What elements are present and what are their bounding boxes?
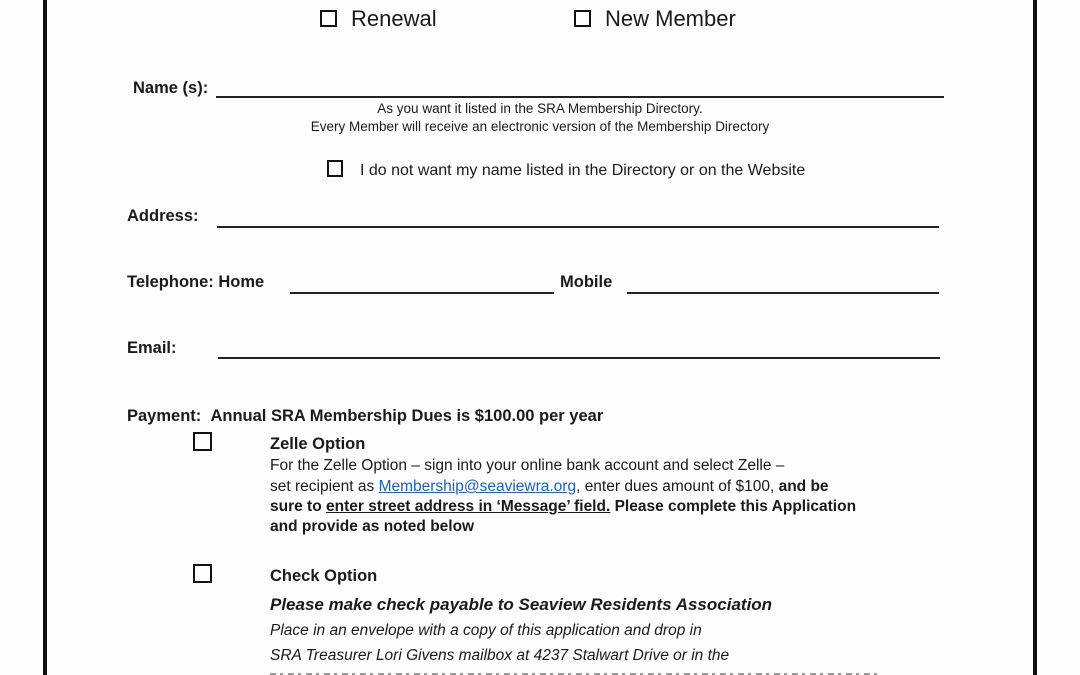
- membership-email-link[interactable]: Membership@seaviewra.org: [378, 478, 577, 495]
- renewal-checkbox[interactable]: [320, 10, 337, 27]
- check-option-title: Check Option: [270, 567, 378, 585]
- telephone-home-label: Telephone: Home: [127, 273, 265, 291]
- zelle-line-1: For the Zelle Option – sign into your online bank account and select Zelle –: [270, 457, 785, 474]
- zelle-line-4: and provide as noted below: [270, 518, 475, 535]
- new-member-label: New Member: [605, 6, 736, 31]
- address-label: Address:: [127, 207, 199, 225]
- zelle-line-2: [270, 478, 829, 496]
- new-member-option[interactable]: [574, 6, 736, 32]
- telephone-mobile-input-line[interactable]: [627, 292, 939, 294]
- new-member-checkbox[interactable]: [574, 10, 591, 27]
- zelle-line-2-prefix: set recipient as: [270, 478, 379, 495]
- zelle-line-3-underlined: enter street address in ‘Message’ field.: [325, 498, 611, 515]
- name-label: Name (s):: [133, 79, 209, 97]
- name-note-2: Every Member will receive an electronic version of the Membership Directory: [310, 119, 770, 134]
- check-payable-text: Please make check payable to Seaview Residents Association: [270, 595, 773, 614]
- check-line-2: SRA Treasurer Lori Givens mailbox at 4237 Stalwart Drive or in the: [270, 647, 730, 664]
- directory-optout-checkbox[interactable]: [327, 160, 343, 177]
- telephone-home-input-line[interactable]: [290, 292, 554, 294]
- zelle-line-3-suffix: Please complete this Application: [610, 498, 857, 515]
- payment-heading: [127, 407, 603, 426]
- zelle-option-checkbox[interactable]: [193, 432, 212, 451]
- address-input-line[interactable]: [217, 226, 939, 228]
- renewal-label: Renewal: [351, 6, 437, 31]
- renewal-option[interactable]: [320, 6, 437, 32]
- payment-label: Payment:: [127, 407, 202, 425]
- zelle-line-2-middle: , enter dues amount of $100,: [576, 478, 779, 495]
- email-label: Email:: [127, 339, 177, 357]
- zelle-line-3-prefix: sure to: [270, 498, 326, 515]
- name-input-line[interactable]: [216, 96, 944, 98]
- directory-optout-label: I do not want my name listed in the Directory or on the Website: [360, 162, 806, 179]
- payment-dues-text: Annual SRA Membership Dues is $100.00 per year: [210, 407, 604, 425]
- zelle-line-2-bold: and be: [778, 478, 829, 495]
- name-note-2-wrap: [0, 119, 1080, 134]
- name-note-1: As you want it listed in the SRA Membership Directory.: [377, 101, 703, 116]
- telephone-mobile-label: Mobile: [560, 273, 613, 291]
- check-line-3-cutoff: [270, 671, 880, 675]
- zelle-option-title: Zelle Option: [270, 435, 366, 453]
- name-note-1-wrap: [0, 101, 1080, 116]
- check-line-1: Place in an envelope with a copy of this application and drop in: [270, 622, 702, 639]
- email-input-line[interactable]: [218, 357, 940, 359]
- check-option-checkbox[interactable]: [193, 564, 212, 583]
- zelle-line-3: [270, 498, 856, 516]
- directory-optout-option[interactable]: [327, 160, 805, 180]
